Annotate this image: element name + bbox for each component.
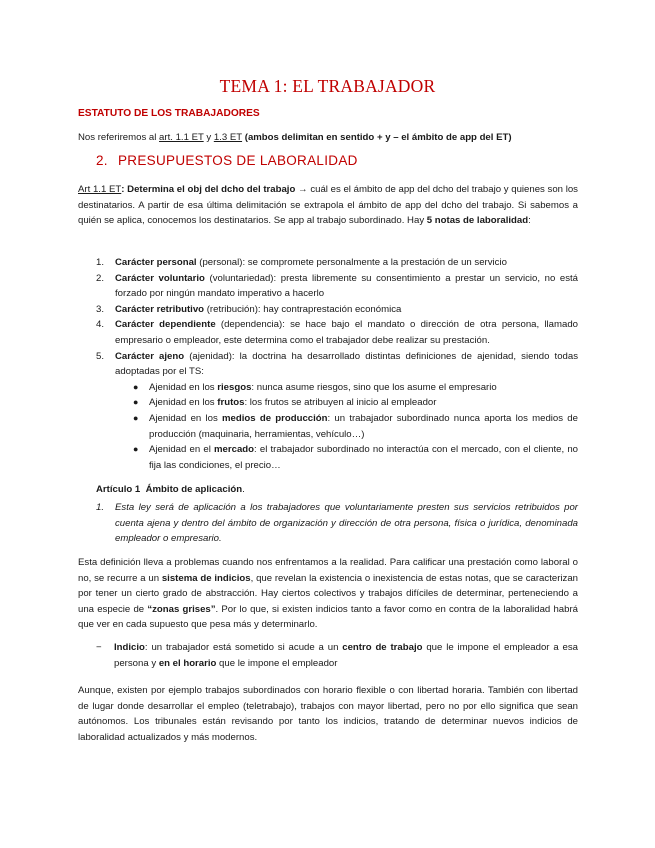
def-text2: , que revelan la existencia o inexistencia de estas notas, que se caracterizan por tener un cierto grado de abstracción. Hay ciertos colectivos y trabajos difíciles de determinar, perteneciendo a una especie de: [78, 572, 578, 615]
indicio-bold3: en el horario: [158, 657, 217, 669]
list-number: 1.: [96, 257, 105, 268]
ref-art-1-1: art. 1.1 ET: [159, 132, 204, 143]
article1-dot: .: [242, 484, 245, 495]
intro-and: y: [203, 132, 214, 143]
ref-art-1-3: 1.3 ET: [213, 132, 243, 143]
def-text1: Esta definición lleva a problemas cuando nos enfrentamos a la realidad. Para calificar una prestación como laboral o no, se recurre a un: [78, 557, 578, 584]
list-number: 5.: [96, 350, 105, 362]
ajenidad-label: mercado: [214, 444, 255, 456]
list-number: 3.: [96, 303, 105, 315]
indicio-item: [96, 640, 578, 671]
list-item: [115, 380, 578, 396]
list-item: [115, 442, 578, 473]
note-text: (voluntariedad): presta libremente su consentimiento a prestar un servicio, no está forzado por ningún mandato imperativo a hacerlo: [115, 272, 578, 300]
page-title: TEMA 1: EL TRABAJADOR: [219, 76, 436, 96]
note-label: Carácter voluntario: [115, 272, 205, 284]
art11-bold: Determina el obj del dcho del trabajo: [127, 184, 296, 195]
subtitle: ESTATUTO DE LOS TRABAJADORES: [78, 108, 260, 119]
note-text: (dependencia): se hace bajo el mandato o dirección de otra persona, llamado empresario o empleador, este determina como el trabajador debe realizar su prestación.: [115, 319, 578, 346]
article1-text: [96, 500, 578, 547]
article1-body: Esta ley será de aplicación a los trabajadores que voluntariamente presten sus servicios retribuidos por cuenta ajena y dentro del ámbito de organización y dirección de otra persona, física o jurídica, denominada empleador o empresario.: [115, 502, 578, 545]
arrow-icon: →: [295, 184, 311, 195]
note-text: (personal): se compromete personalmente a la prestación de un servicio: [196, 257, 507, 268]
def-bold2: “zonas grises”: [147, 603, 216, 615]
note-label: Carácter ajeno: [115, 350, 185, 362]
note-label: Carácter personal: [115, 257, 197, 268]
bullet-icon: ●: [133, 444, 139, 455]
dash-icon: −: [96, 642, 102, 653]
art11-end: :: [528, 215, 531, 227]
art11-notes-bold: 5 notas de laboralidad: [426, 215, 529, 227]
indicio-text1: : un trabajador está sometido si acude a un: [144, 642, 343, 653]
list-item: [96, 255, 578, 271]
ajenidad-label: frutos: [217, 397, 245, 409]
article1-heading: [96, 484, 245, 495]
list-item: [115, 411, 578, 442]
article1-label: Artículo 1: [96, 484, 141, 495]
list-item: [96, 271, 578, 302]
list-item: [96, 349, 578, 474]
section-title: PRESUPUESTOS DE LABORALIDAD: [118, 153, 358, 168]
note-label: Carácter dependiente: [115, 319, 216, 331]
ajenidad-list: [115, 380, 578, 474]
intro-bold: (ambos delimitan en sentido + y – el ámbito de app del ET): [242, 132, 512, 143]
intro-prefix: Nos referiremos al: [78, 132, 160, 143]
bullet-icon: ●: [133, 397, 139, 408]
art11-colon: :: [121, 184, 128, 195]
art11-ref: Art 1.1 ET: [78, 184, 122, 195]
ajenidad-pre: Ajenidad en los: [149, 397, 218, 409]
section-number: 2.: [96, 153, 108, 168]
list-item: [115, 395, 578, 411]
def-bold1: sistema de indicios: [161, 572, 251, 584]
ajenidad-text: : nunca asume riesgos, sino que los asume el empresario: [251, 381, 497, 393]
list-number: 4.: [96, 319, 105, 331]
indicio-bold2: centro de trabajo: [342, 642, 423, 653]
ajenidad-pre: Ajenidad en los: [149, 412, 222, 424]
note-label: Carácter retributivo: [115, 303, 205, 315]
ajenidad-pre: Ajenidad en los: [149, 381, 218, 393]
bullet-icon: ●: [133, 381, 139, 392]
indicio-body: [96, 640, 578, 671]
ajenidad-text: : un trabajador subordinado nunca aporta los medios de producción (maquinaria, herramientas, vehículo…): [149, 412, 578, 440]
indicio-bold1: Indicio: [114, 642, 145, 653]
note-text: (ajenidad): la doctrina ha desarrollado distintas definiciones de ajenidad, siendo todas adoptadas por el TS:: [115, 350, 578, 378]
indicio-text2: que le impone el empleador a esa persona y: [114, 642, 578, 669]
list-item: [96, 302, 578, 318]
note-text: (retribución): hay contraprestación económica: [204, 303, 402, 315]
ajenidad-label: medios de producción: [222, 412, 328, 424]
article1-name: Ámbito de aplicación: [145, 484, 243, 495]
bullet-icon: ●: [133, 412, 139, 423]
ajenidad-label: riesgos: [217, 381, 252, 393]
list-item: [96, 317, 578, 348]
ajenidad-text: : el trabajador subordinado no interactúa con el mercado, con el cliente, no fija las condiciones, el precio…: [149, 444, 578, 471]
list-number: 2.: [96, 272, 105, 284]
def-text3: . Por lo que, si existen indicios tanto a favor como en contra de la laboralidad habrá que ver en cada supuesto que pesa más y determinarlo.: [78, 603, 578, 631]
art11-text: cuál es el ámbito de app del dcho del trabajo y quienes son los destinatarios. A partir de esa última delimitación se extrapola el ámbito de app del dcho del trabajo. Si sabemos a quién se aplica, conocemos los destinatarios. Se app al trabajo subordinado. Hay: [78, 184, 578, 227]
ajenidad-text: : los frutos se atribuyen al inicio al empleador: [244, 397, 437, 409]
definition-paragraph: [78, 555, 578, 633]
art11-paragraph: [78, 182, 578, 229]
indicio-text3: que le impone el empleador: [216, 657, 338, 669]
section-heading: [96, 153, 358, 168]
list-number: 1.: [96, 502, 105, 513]
final-paragraph: Aunque, existen por ejemplo trabajos subordinados con horario flexible o con libertad horaria. También con libertad de lugar donde desarrollar el empleo (teletrabajo), trabajos con mayor libertad, pero no por ello significa que sean autónomos. Los tribunales están revisando por tanto los indicios, tratando de determinar nuevos indicios de laboralidad actualizados y más modernos.: [78, 685, 578, 743]
notes-list: [96, 255, 578, 473]
ajenidad-pre: Ajenidad en el: [149, 444, 215, 456]
intro-paragraph: [78, 130, 578, 146]
